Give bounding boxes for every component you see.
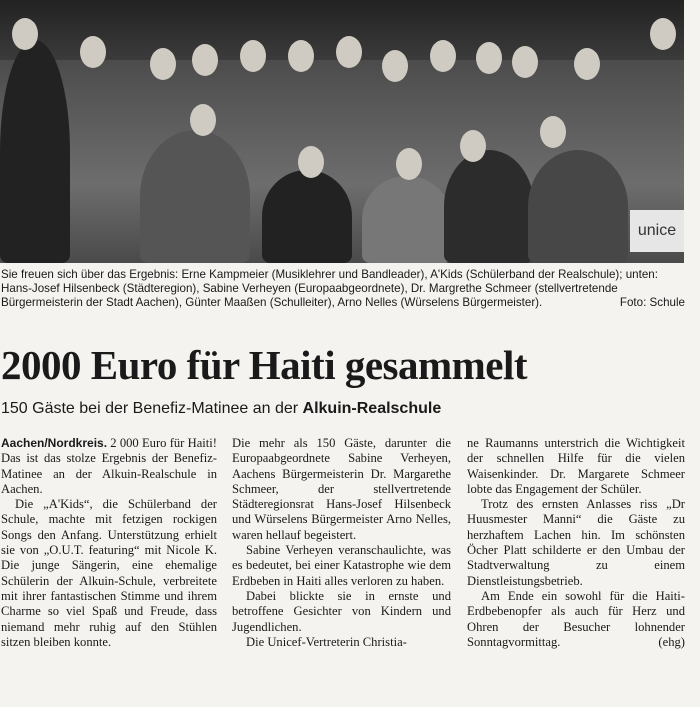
photo-face [396,148,422,180]
photo-face [430,40,456,72]
article-paragraph: Die „A'Kids“, die Schülerband der Schule, machte mit fetzigen rockigen Songs den Anfang. Unterstützung erhielt sie von „O.U.T. featuring“ mit Nicole K. Die junge Sängerin, eine ehemalige Schülerin der Alkuin-Schule, verbreitete mit ihrer fantastischen Stimme und ihrem Charme so viel Spaß und Freude, dass niemand mehr ruhig auf den Stühlen sitzen bleiben konnte. [1,497,217,649]
subheadline [1,398,441,420]
article-paragraph: Die mehr als 150 Gäste, darunter die Europaabgeordnete Sabine Verheyen, Aachens Bürgermeisterin Dr. Margarethe Schmeer, der stellvertretende Städteregionsrat Hans-Josef Hilsenbeck und Würselens Bürgermeister Arno Nelles, waren hellauf begeistert. [232,436,451,542]
subhead-school: Alkuin-Realschule [302,400,442,417]
photo-face [12,18,38,50]
paragraph-text: 2 000 Euro für Haiti! Das ist das stolze Ergebnis der Benefiz-Matinee an der Alkuin-Realschule in Aachen. [1,436,217,496]
photo-face [150,48,176,80]
unicef-banner: unice [630,210,684,252]
photo-face [540,116,566,148]
photo-face [336,36,362,68]
photo-person [0,40,70,263]
photo-person [140,130,250,263]
article-column-2 [232,436,451,650]
photo-face [192,44,218,76]
group-photo [0,0,684,263]
photo-face [190,104,216,136]
article-paragraph [467,589,685,650]
photo-person [528,150,628,263]
caption-text: Sie freuen sich über das Ergebnis: Erne Kampmeier (Musiklehrer und Bandleader), A'Kids (Schülerband der Realschule); unten: Hans-Josef Hilsenbeck (Städteregion), Sabine Verheyen (Europaabgeordnete), Dr. Margrethe Schmeer (stellvertretende Bürgermeisterin der Stadt Aachen), Günter Maaßen (Schulleiter), Arno Nelles (Würselens Bürgermeister). [1,268,658,310]
article-paragraph: Die Unicef-Vertreterin Christia- [246,634,407,649]
article-paragraph: Dabei blickte sie in ernste und betroffene Gesichter von Kindern und Jugendlichen. [232,588,451,634]
photo-face [650,18,676,50]
photo-credit: Foto: Schule [619,296,685,310]
subhead-text: 150 Gäste bei der Benefiz-Matinee an der [1,400,303,417]
photo-face [476,42,502,74]
photo-face [80,36,106,68]
photo-person [444,150,534,263]
photo-person [262,170,352,263]
headline: 2000 Euro für Haiti gesammelt [1,342,528,388]
photo-caption [1,268,685,311]
photo-face [460,130,486,162]
photo-face [288,40,314,72]
photo-face [574,48,600,80]
photo-face [298,146,324,178]
author-signature: (ehg) [658,634,685,649]
photo-face [240,40,266,72]
paragraph-text: Am Ende ein sowohl für die Haiti-Erdbebenopfer als auch für Herz und Ohren der Besucher lohnender Sonntagvormittag. [467,588,685,649]
article-paragraph [1,436,217,497]
photo-person [362,176,452,263]
dateline: Aachen/Nordkreis. [1,436,108,450]
article-column-3 [467,436,685,650]
article-column-1 [1,436,217,650]
photo-face [512,46,538,78]
article-paragraph: Sabine Verheyen veranschaulichte, was es bedeutet, bei einer Katastrophe wie dem Erdbeben in Haiti alles verloren zu haben. [232,543,451,588]
article-paragraph: ne Raumanns unterstrich die Wichtigkeit der schnellen Hilfe für die vielen Waisenkinder. Dr. Margarete Schmeer lobte das Engagement der Schüler. [467,436,685,496]
article-paragraph: Trotz des ernsten Anlasses riss „Dr Huusmester Manni“ die Gäste zu herzhaftem Lachen hin. Im schönsten Öcher Platt schilderte er den Umbau der Stadtverwaltung zu einem Dienstleistungsbetrieb. [467,497,685,588]
photo-face [382,50,408,82]
